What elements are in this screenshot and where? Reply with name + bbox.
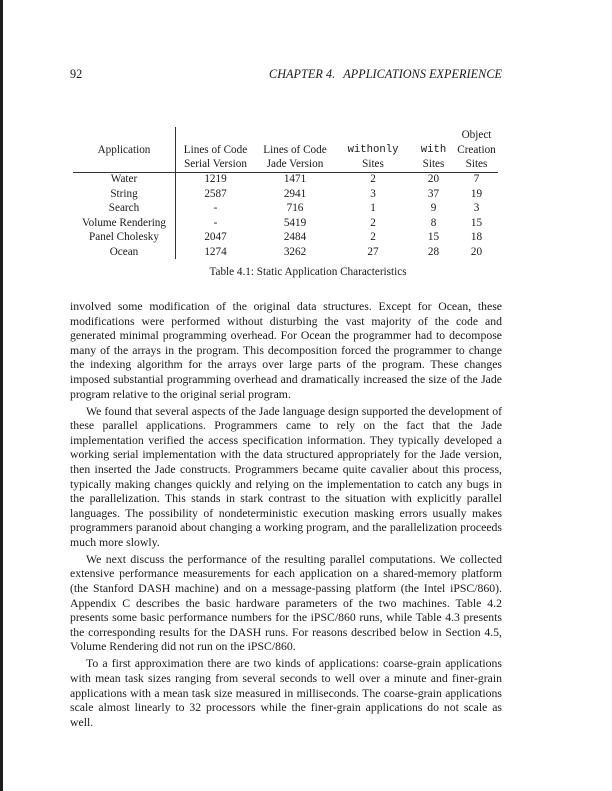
header-object-creation-sites: Object Creation Sites (457, 129, 496, 171)
page-number: 92 (70, 67, 83, 81)
table-cell: 20 (470, 245, 483, 258)
table-cell: 5419 (283, 216, 307, 229)
table-cell: 18 (470, 231, 483, 244)
table-cell: Panel Cholesky (89, 231, 159, 244)
column-jade-loc (256, 172, 334, 260)
header-with-sites: with Sites (420, 143, 447, 171)
static-characteristics-table (73, 127, 503, 262)
table-cell: 15 (470, 216, 483, 229)
table-cell: Water (110, 173, 138, 185)
table-cell: 8 (430, 216, 437, 229)
column-withonly-sites (334, 172, 412, 260)
table-cell: 20 (427, 173, 440, 185)
table-cell: 2 (370, 173, 376, 185)
table-cell: 1274 (204, 245, 227, 258)
table-cell: 1 (370, 202, 376, 215)
body-text (70, 300, 502, 730)
header-application: Application (97, 143, 151, 156)
table-cell: 2941 (283, 187, 307, 200)
header-jade-loc: Lines of Code Jade Version (263, 143, 327, 171)
paragraph: We found that several aspects of the Jade language design supported the development of these parallel applications. Programmers came to rely on the fact that the Jade implementation verified the access specification information. They typically developed a working serial implementation with the data structured appropriately for the Jade version, then inserted the Jade constructs. Programmers became quite cavalier about this process, typically making changes quickly and relying on the implementation to catch any bugs in the parallelization. This stands in stark contrast to the situation with explicitly parallel languages. The possibility of nondeterministic execution masking errors usually makes programmers paranoid about changing a working program, and the parallelization proceeds much more slowly. (70, 404, 502, 549)
table-cell: 2 (370, 216, 376, 229)
running-head-title: APPLICATIONS EXPERIENCE (343, 67, 502, 81)
table-cell: 2 (370, 231, 376, 244)
table-cell: 1219 (204, 173, 227, 185)
scan-edge (0, 0, 3, 791)
column-serial-loc (177, 172, 254, 260)
column-with-sites (412, 172, 455, 260)
table-cell: 1471 (283, 173, 307, 185)
table-cell: 2047 (204, 231, 227, 244)
page-header (70, 67, 502, 83)
table-cell: 3 (370, 187, 376, 200)
table-cell: 27 (367, 245, 379, 258)
table-cell: 716 (286, 202, 304, 215)
table-cell: 3 (473, 202, 480, 215)
running-head (269, 67, 502, 82)
header-serial-loc: Lines of Code Serial Version (183, 143, 248, 171)
header-withonly-sites: withonly Sites (347, 143, 399, 171)
table-cell: 37 (427, 187, 440, 200)
table-caption: Table 4.1: Static Application Characteristics (209, 266, 407, 278)
paragraph: We next discuss the performance of the resulting parallel computations. We collected extensive performance measurements for each application on a shared-memory platform (the Stanford DASH machine) and on a message-passing platform (the Intel iPSC/860). Appendix C describes the basic hardware parameters of the two machines. Table 4.2 presents some basic performance numbers for the iPSC/860 runs, while Table 4.3 presents the corresponding results for the DASH runs. For reasons described below in Section 4.5, Volume Rendering did not run on the iPSC/860. (70, 552, 502, 654)
table-cell: Search (108, 202, 140, 215)
table-cell: 15 (427, 231, 440, 244)
table-cell: 19 (470, 187, 483, 200)
table-cell: 2484 (283, 231, 307, 244)
table-cell: 3262 (283, 245, 307, 258)
table-cell: 2587 (204, 187, 227, 200)
table-cell: Ocean (109, 245, 139, 258)
table-cell: - (213, 202, 218, 215)
table-cell: String (110, 187, 138, 200)
paragraph: involved some modification of the original data structures. Except for Ocean, these modifications were performed without disturbing the vast majority of the code and generated minimal programming overhead. For Ocean the programmer had to decompose many of the arrays in the program. This decomposition forced the programmer to change the indexing algorithm for the arrays over large parts of the program. These changes imposed substantial programming overhead and dramatically increased the size of the Jade program relative to the original serial program. (70, 300, 502, 401)
column-application (73, 172, 175, 260)
paragraph: To a first approximation there are two kinds of applications: coarse-grain applications with mean task sizes ranging from several seconds to well over a minute and finer-grain applications with a mean task size measured in milliseconds. The coarse-grain applications scale almost linearly to 32 processors while the finer-grain applications do not scale as well. (70, 657, 502, 729)
table-cell: Volume Rendering (82, 216, 166, 229)
table-cell: 28 (427, 245, 440, 258)
table-cell: - (213, 216, 218, 229)
table-cell: 7 (473, 173, 480, 185)
running-head-chapter: CHAPTER 4. (269, 67, 336, 81)
table-vertical-rule (175, 127, 176, 259)
column-object-creation-sites (455, 172, 498, 260)
table-cell: 9 (430, 202, 437, 215)
